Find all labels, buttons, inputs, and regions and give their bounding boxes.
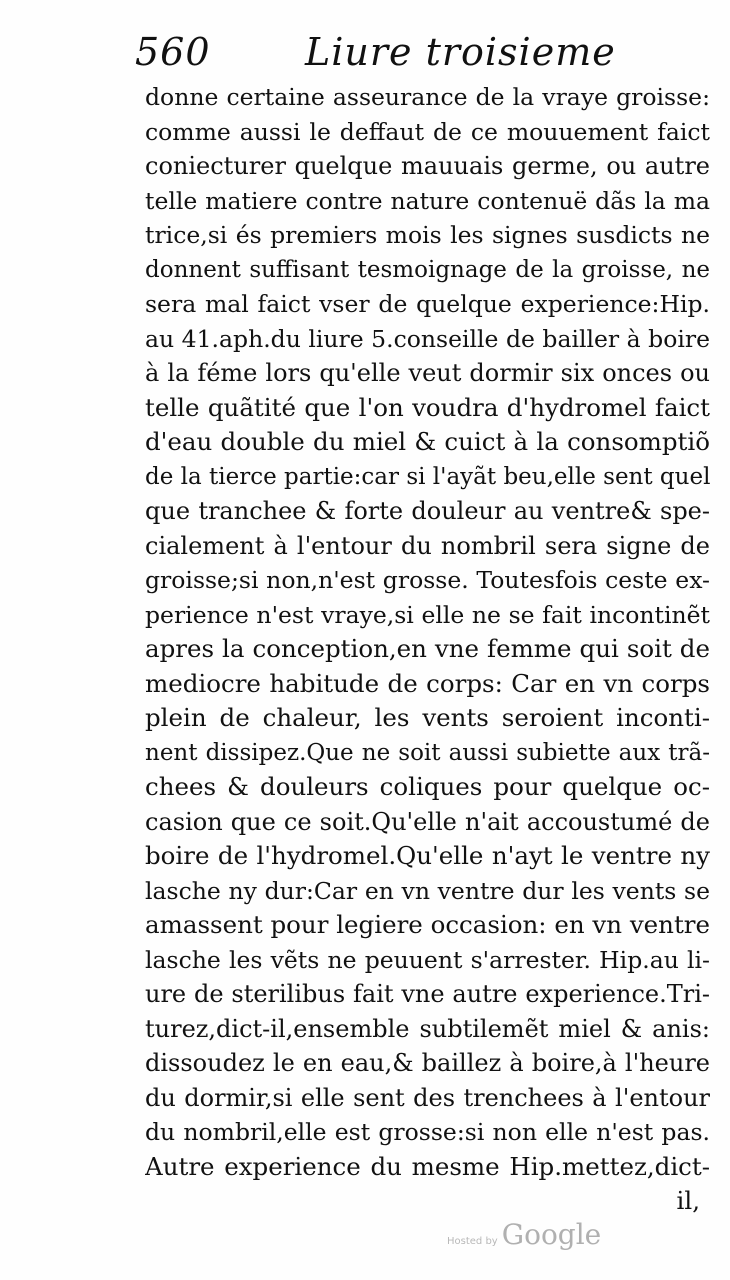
text-line: trice,si és premiers mois les signes susdicts ne — [145, 221, 710, 249]
text-line: à la féme lors qu'elle veut dormir six onces ou — [145, 359, 710, 387]
text-line: chees & douleurs coliques pour quelque oc- — [145, 772, 710, 801]
text-line: de la tierce partie:car si l'ayãt beu,elle sent quel — [145, 463, 710, 490]
catchword: il, — [676, 1186, 700, 1215]
text-line: dissoudez le en eau,& baillez à boire,à l'heure — [145, 1049, 710, 1077]
text-line: sera mal faict vser de quelque experience:Hip. — [145, 290, 710, 318]
watermark-prefix: Hosted by — [447, 1236, 498, 1247]
text-line: telle matiere contre nature contenuë dãs la ma — [145, 186, 710, 215]
text-line: comme aussi le deffaut de ce mouuement faict — [145, 117, 710, 146]
text-line: plein de chaleur, les vents seroient inconti- — [145, 703, 710, 732]
text-line: mediocre habitude de corps: Car en vn corps — [145, 668, 710, 698]
page-header — [135, 30, 675, 80]
text-line: telle quãtité que l'on voudra d'hydromel faict — [145, 392, 710, 422]
text-line: apres la conception,en vne femme qui soit de — [145, 634, 710, 663]
text-line: lasche ny dur:Car en vn ventre dur les vents se — [145, 876, 710, 905]
text-line: du nombril,elle est grosse:si non elle n'est pas. — [145, 1118, 710, 1146]
running-title: Liure troisieme — [305, 30, 616, 74]
text-line: casion que ce soit.Qu'elle n'ait accoustumé de — [145, 807, 710, 836]
text-line: d'eau double du miel & cuict à la consomptiõ — [145, 427, 710, 456]
text-line: coniecturer quelque mauuais germe, ou autre — [145, 152, 710, 180]
text-line: nent dissipez.Que ne soit aussi subiette aux trã- — [145, 739, 710, 766]
page-number: 560 — [135, 30, 211, 74]
text-line: groisse;si non,n'est grosse. Toutesfois ceste ex- — [145, 566, 710, 594]
text-line: au 41.aph.du liure 5.conseille de bailler à boire — [145, 324, 710, 353]
text-line: lasche les vẽts ne peuuent s'arrester. Hip.au li- — [145, 945, 710, 974]
text-line: donnent suffisant tesmoignage de la groisse, ne — [145, 256, 710, 283]
body-text — [145, 80, 710, 1219]
text-line: turez,dict-il,ensemble subtilemẽt miel & anis: — [145, 1014, 710, 1043]
text-line: du dormir,si elle sent des trenchees à l'entour — [145, 1083, 710, 1112]
text-line: donne certaine asseurance de la vraye groisse: — [145, 83, 710, 111]
text-line: Autre experience du mesme Hip.mettez,dict- — [145, 1151, 710, 1181]
text-line: que tranchee & forte douleur au ventre& spe- — [145, 497, 710, 525]
text-line: cialement à l'entour du nombril sera signe de — [145, 531, 710, 560]
text-line: ure de sterilibus fait vne autre experience.Tri- — [145, 980, 710, 1008]
google-logo: Google — [501, 1218, 602, 1251]
text-line: perience n'est vraye,si elle ne se fait incontinẽt — [145, 600, 710, 629]
text-line: amassent pour legiere occasion: en vn ventre — [145, 910, 710, 939]
google-watermark — [447, 1218, 601, 1251]
text-line: boire de l'hydromel.Qu'elle n'ayt le ventre ny — [145, 841, 710, 870]
